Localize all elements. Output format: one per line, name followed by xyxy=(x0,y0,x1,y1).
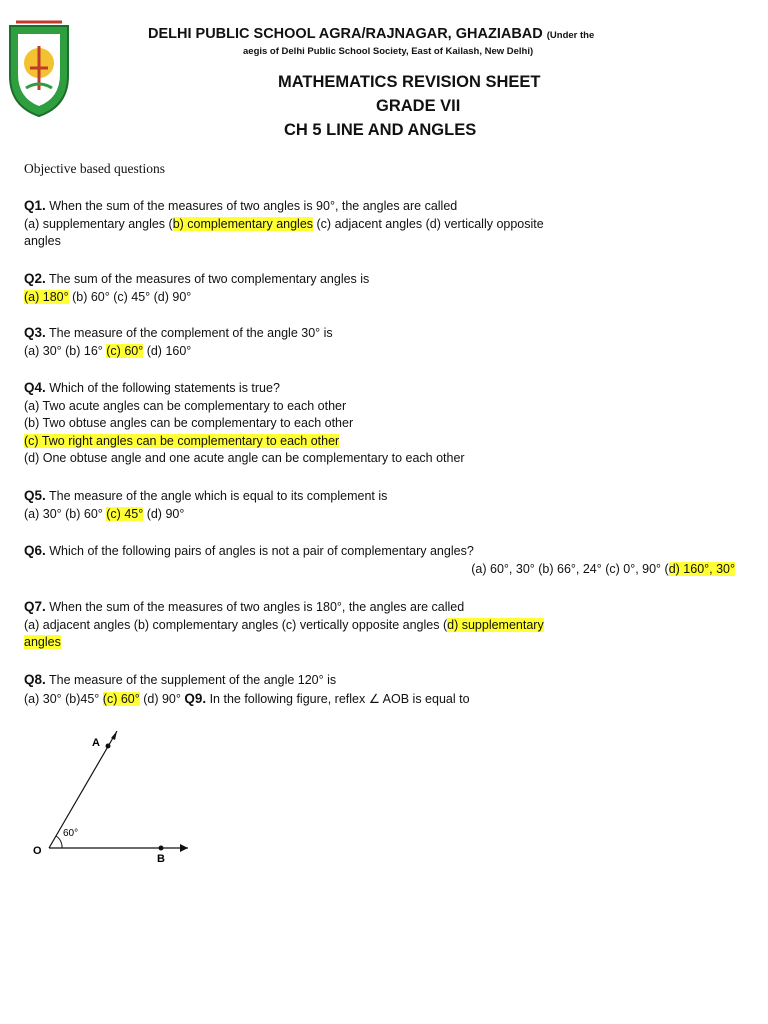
sheet-title: MATHEMATICS REVISION SHEET xyxy=(278,73,541,91)
question-4: Q4. Which of the following statements is true? (a) Two acute angles can be complementary to each other (b) Two obtuse angles can be complementary to each other (c) Two right angles can be complementary to each other (d) One obtuse angle and one acute angle can be complementary to each other xyxy=(24,380,465,465)
school-aegis: aegis of Delhi Public School Society, East of Kailash, New Delhi) xyxy=(243,46,534,57)
ray-oa xyxy=(49,731,117,848)
school-name: DELHI PUBLIC SCHOOL AGRA/RAJNAGAR, GHAZIABAD (Under the xyxy=(148,26,595,42)
chapter-title: CH 5 LINE AND ANGLES xyxy=(284,121,477,139)
question-8: Q8. The measure of the supplement of the angle 120° is (a) 30° (b)45° (c) 60° (d) 90° Q9. In the following figure, reflex ∠ AOB is equal to xyxy=(24,672,470,706)
question-7: Q7. When the sum of the measures of two angles is 180°, the angles are called (a) adjacent angles (b) complementary angles (c) vertically opposite angles (d) supplementary angles xyxy=(24,599,544,649)
question-1: Q1. When the sum of the measures of two angles is 90°, the angles are called (a) supplementary angles (b) complementary angles (c) adjacent angles (d) vertically opposite angles xyxy=(24,198,544,248)
school-logo xyxy=(6,18,72,118)
label-a: A xyxy=(92,737,100,749)
answer-highlight: (c) 60° xyxy=(102,691,140,706)
answer-highlight: b) complementary angles xyxy=(172,216,314,231)
question-2: Q2. The sum of the measures of two complementary angles is (a) 180° (b) 60° (c) 45° (d) 90° xyxy=(24,271,370,304)
arrow-b xyxy=(180,844,188,852)
answer-highlight: (c) 45° xyxy=(106,506,144,521)
section-title: Objective based questions xyxy=(24,161,165,176)
answer-highlight: angles xyxy=(24,635,61,649)
point-a xyxy=(106,744,111,749)
label-b: B xyxy=(157,853,165,865)
grade-title: GRADE VII xyxy=(376,97,461,115)
label-o: O xyxy=(33,845,42,857)
point-b xyxy=(159,846,164,851)
answer-highlight: (a) 180° xyxy=(24,289,69,304)
question-5: Q5. The measure of the angle which is equal to its complement is (a) 30° (b) 60° (c) 45° (d) 90° xyxy=(24,488,388,521)
answer-highlight: (c) Two right angles can be complementary to each other xyxy=(24,433,340,448)
angle-figure xyxy=(20,720,210,870)
question-9-number: Q9. xyxy=(184,690,207,706)
question-3: Q3. The measure of the complement of the angle 30° is (a) 30° (b) 16° (c) 60° (d) 160° xyxy=(24,325,333,358)
answer-highlight: d) 160°, 30° xyxy=(668,561,735,576)
question-9-text: In the following figure, reflex ∠ AOB is equal to xyxy=(206,691,470,706)
answer-highlight: d) supplementary xyxy=(447,617,544,632)
angle-label: 60° xyxy=(63,828,79,839)
answer-highlight: (c) 60° xyxy=(106,343,144,358)
angle-arc xyxy=(56,836,62,848)
question-6: Q6. Which of the following pairs of angles is not a pair of complementary angles? (a) 60°, 30° (b) 66°, 24° (c) 0°, 90° (d) 160°, 30° xyxy=(24,543,735,576)
